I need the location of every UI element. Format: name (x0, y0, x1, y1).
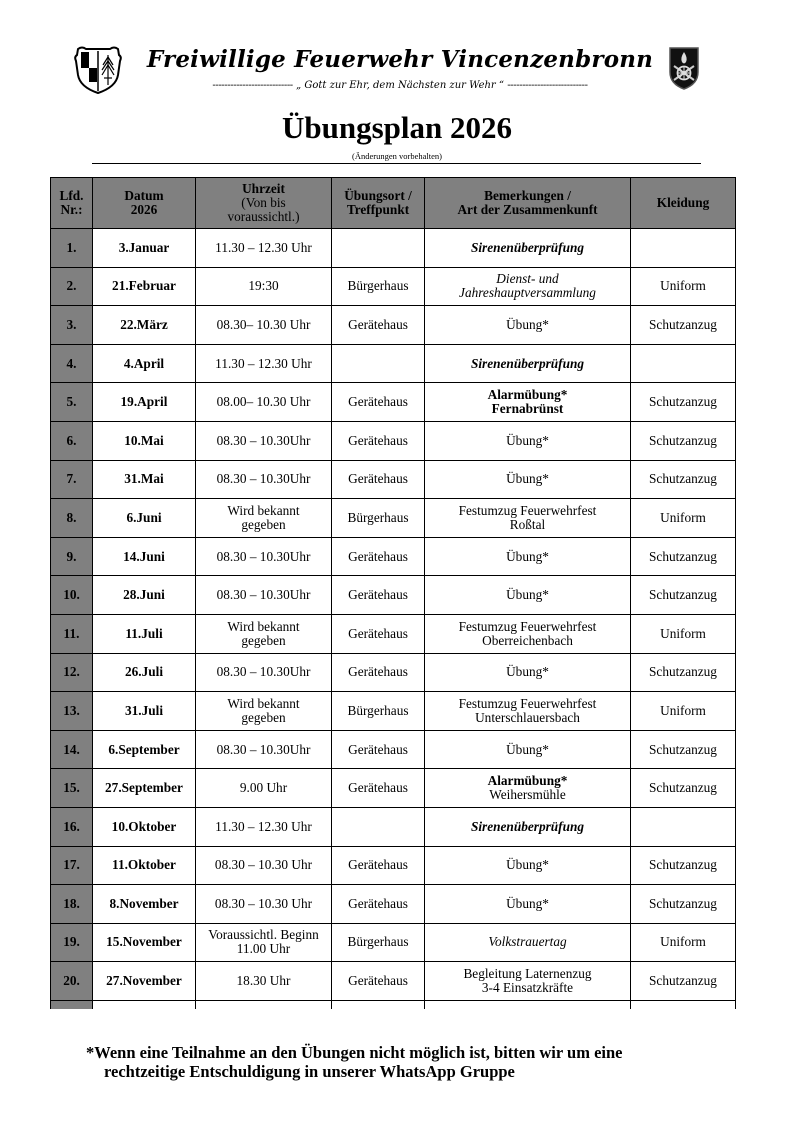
cell-clothing: Schutzanzug (631, 846, 736, 885)
cell-empty (332, 1000, 425, 1009)
subtitle-note: (Änderungen vorbehalten) (352, 151, 442, 161)
cell-remarks: Festumzug Feuerwehrfest Oberreichenbach (425, 614, 631, 653)
table-row (51, 807, 736, 846)
cell-time: 08.30 – 10.30Uhr (196, 537, 332, 576)
cell-remarks: Übung* (425, 576, 631, 615)
cell-nr: 20. (51, 962, 93, 1001)
header-time: Uhrzeit (Von bis voraussichtl.) (196, 178, 332, 229)
cell-time: 08.30 – 10.30Uhr (196, 576, 332, 615)
training-schedule-table (50, 177, 736, 1009)
cell-nr: 11. (51, 614, 93, 653)
cell-nr: 18. (51, 885, 93, 924)
cell-remarks: Übung* (425, 730, 631, 769)
cell-time: Wird bekannt gegeben (196, 692, 332, 731)
cell-time: Wird bekannt gegeben (196, 614, 332, 653)
cell-nr: 1. (51, 229, 93, 268)
page-title: Übungsplan 2026 (281, 110, 513, 145)
cell-remarks: Festumzug Feuerwehrfest Roßtal (425, 499, 631, 538)
table-row (51, 846, 736, 885)
cell-time: Wird bekannt gegeben (196, 499, 332, 538)
cell-nr: 6. (51, 421, 93, 460)
cell-remarks: Übung* (425, 537, 631, 576)
cell-remarks: Volkstrauertag (425, 923, 631, 962)
footnote-line-2: rechtzeitige Entschuldigung in unserer WhatsApp Gruppe (104, 1062, 515, 1081)
cell-clothing (631, 344, 736, 383)
table-row (51, 267, 736, 306)
cell-place (332, 229, 425, 268)
cell-nr: 5. (51, 383, 93, 422)
table-row (51, 229, 736, 268)
cell-time: 9.00 Uhr (196, 769, 332, 808)
cell-empty (51, 1000, 93, 1009)
cell-date: 8.November (93, 885, 196, 924)
header-clothing: Kleidung (631, 178, 736, 229)
cell-remarks: Sirenenüberprüfung (425, 229, 631, 268)
cell-time: 08.30 – 10.30Uhr (196, 730, 332, 769)
cell-place (332, 807, 425, 846)
cell-remarks: Übung* (425, 885, 631, 924)
cell-place: Gerätehaus (332, 460, 425, 499)
cell-date: 6.September (93, 730, 196, 769)
table-row (51, 537, 736, 576)
cell-date: 21.Februar (93, 267, 196, 306)
table-row (51, 962, 736, 1001)
cell-remarks: Begleitung Laternenzug 3-4 Einsatzkräfte (425, 962, 631, 1001)
cell-nr: 8. (51, 499, 93, 538)
cell-nr: 7. (51, 460, 93, 499)
table-header-row (51, 178, 736, 229)
cell-place: Bürgerhaus (332, 267, 425, 306)
cell-nr: 2. (51, 267, 93, 306)
table-row (51, 499, 736, 538)
table-row (51, 885, 736, 924)
cell-clothing: Schutzanzug (631, 885, 736, 924)
cell-place: Gerätehaus (332, 383, 425, 422)
cell-nr: 19. (51, 923, 93, 962)
cell-remarks: Alarmübung* Fernabrünst (425, 383, 631, 422)
cell-nr: 15. (51, 769, 93, 808)
cell-place: Bürgerhaus (332, 923, 425, 962)
cell-empty (196, 1000, 332, 1009)
cell-nr: 3. (51, 306, 93, 345)
cell-nr: 10. (51, 576, 93, 615)
cell-date: 4.April (93, 344, 196, 383)
cell-date: 22.März (93, 306, 196, 345)
cell-time: 11.30 – 12.30 Uhr (196, 807, 332, 846)
cell-clothing: Schutzanzug (631, 653, 736, 692)
cell-place: Gerätehaus (332, 306, 425, 345)
table-row (51, 923, 736, 962)
cell-clothing: Schutzanzug (631, 730, 736, 769)
cell-time: 08.00– 10.30 Uhr (196, 383, 332, 422)
cell-clothing: Schutzanzug (631, 421, 736, 460)
cell-empty (93, 1000, 196, 1009)
table-row (51, 692, 736, 731)
cell-date: 10.Mai (93, 421, 196, 460)
footnote-line-1: *Wenn eine Teilnahme an den Übungen nicht möglich ist, bitten wir um eine (86, 1043, 623, 1062)
table-row (51, 306, 736, 345)
cell-empty (425, 1000, 631, 1009)
cell-clothing: Uniform (631, 692, 736, 731)
cell-date: 6.Juni (93, 499, 196, 538)
cell-date: 10.Oktober (93, 807, 196, 846)
table-body (51, 229, 736, 1009)
cell-time: 08.30 – 10.30 Uhr (196, 885, 332, 924)
cell-date: 15.November (93, 923, 196, 962)
table-row (51, 730, 736, 769)
cell-clothing: Schutzanzug (631, 383, 736, 422)
cell-clothing: Schutzanzug (631, 460, 736, 499)
cell-date: 27.September (93, 769, 196, 808)
cell-remarks: Sirenenüberprüfung (425, 344, 631, 383)
cell-remarks: Übung* (425, 421, 631, 460)
table-row-continuation (51, 1000, 736, 1009)
motto-line (145, 80, 655, 91)
motto-dashes-right: --------------------------- (507, 80, 588, 91)
cell-nr: 17. (51, 846, 93, 885)
cell-nr: 14. (51, 730, 93, 769)
footnote (86, 1043, 736, 1081)
table-row (51, 653, 736, 692)
cell-date: 11.Oktober (93, 846, 196, 885)
cell-nr: 12. (51, 653, 93, 692)
cell-time: 11.30 – 12.30 Uhr (196, 229, 332, 268)
cell-remarks: Festumzug Feuerwehrfest Unterschlauersbach (425, 692, 631, 731)
cell-clothing: Uniform (631, 267, 736, 306)
cell-time: 18.30 Uhr (196, 962, 332, 1001)
cell-date: 19.April (93, 383, 196, 422)
cell-time: Voraussichtl. Beginn 11.00 Uhr (196, 923, 332, 962)
cell-date: 31.Mai (93, 460, 196, 499)
organization-name: Freiwillige Feuerwehr Vincenzenbronn (146, 46, 654, 73)
cell-clothing: Schutzanzug (631, 769, 736, 808)
cell-place: Gerätehaus (332, 846, 425, 885)
fire-brigade-emblem-icon (667, 44, 701, 90)
title-divider (92, 163, 701, 164)
table-row (51, 460, 736, 499)
cell-place: Gerätehaus (332, 653, 425, 692)
cell-place: Gerätehaus (332, 962, 425, 1001)
cell-clothing (631, 807, 736, 846)
table-row (51, 344, 736, 383)
cell-date: 26.Juli (93, 653, 196, 692)
cell-empty (631, 1000, 736, 1009)
cell-remarks: Übung* (425, 460, 631, 499)
cell-time: 08.30 – 10.30Uhr (196, 460, 332, 499)
municipal-coat-of-arms-icon (72, 45, 124, 95)
table-row (51, 421, 736, 460)
cell-clothing: Schutzanzug (631, 306, 736, 345)
cell-place: Gerätehaus (332, 730, 425, 769)
header-date: Datum 2026 (93, 178, 196, 229)
header-place: Übungsort / Treffpunkt (332, 178, 425, 229)
cell-nr: 16. (51, 807, 93, 846)
header-remarks: Bemerkungen / Art der Zusammenkunft (425, 178, 631, 229)
cell-date: 28.Juni (93, 576, 196, 615)
cell-time: 08.30 – 10.30Uhr (196, 421, 332, 460)
cell-remarks: Alarmübung* Weihersmühle (425, 769, 631, 808)
cell-place: Gerätehaus (332, 769, 425, 808)
table-row (51, 383, 736, 422)
cell-place: Gerätehaus (332, 576, 425, 615)
cell-clothing: Uniform (631, 923, 736, 962)
cell-clothing: Schutzanzug (631, 962, 736, 1001)
cell-remarks: Übung* (425, 846, 631, 885)
table-row (51, 576, 736, 615)
motto-dashes-left: --------------------------- (212, 80, 293, 91)
cell-nr: 9. (51, 537, 93, 576)
cell-date: 11.Juli (93, 614, 196, 653)
cell-clothing: Schutzanzug (631, 576, 736, 615)
cell-place: Bürgerhaus (332, 692, 425, 731)
cell-remarks: Übung* (425, 653, 631, 692)
cell-time: 08.30 – 10.30 Uhr (196, 846, 332, 885)
cell-place (332, 344, 425, 383)
cell-place: Gerätehaus (332, 885, 425, 924)
cell-nr: 13. (51, 692, 93, 731)
cell-clothing: Uniform (631, 614, 736, 653)
cell-date: 3.Januar (93, 229, 196, 268)
cell-place: Gerätehaus (332, 421, 425, 460)
cell-clothing (631, 229, 736, 268)
cell-place: Gerätehaus (332, 614, 425, 653)
cell-nr: 4. (51, 344, 93, 383)
cell-time: 11.30 – 12.30 Uhr (196, 344, 332, 383)
cell-place: Bürgerhaus (332, 499, 425, 538)
cell-time: 08.30– 10.30 Uhr (196, 306, 332, 345)
table-row (51, 769, 736, 808)
cell-time: 08.30 – 10.30Uhr (196, 653, 332, 692)
cell-clothing: Uniform (631, 499, 736, 538)
table-row (51, 614, 736, 653)
header-nr: Lfd. Nr.: (51, 178, 93, 229)
cell-clothing: Schutzanzug (631, 537, 736, 576)
cell-time: 19:30 (196, 267, 332, 306)
cell-date: 14.Juni (93, 537, 196, 576)
cell-date: 31.Juli (93, 692, 196, 731)
cell-remarks: Übung* (425, 306, 631, 345)
cell-remarks: Sirenenüberprüfung (425, 807, 631, 846)
cell-remarks: Dienst- und Jahreshauptversammlung (425, 267, 631, 306)
motto: „ Gott zur Ehr, dem Nächsten zur Wehr “ (295, 80, 504, 91)
cell-place: Gerätehaus (332, 537, 425, 576)
cell-date: 27.November (93, 962, 196, 1001)
